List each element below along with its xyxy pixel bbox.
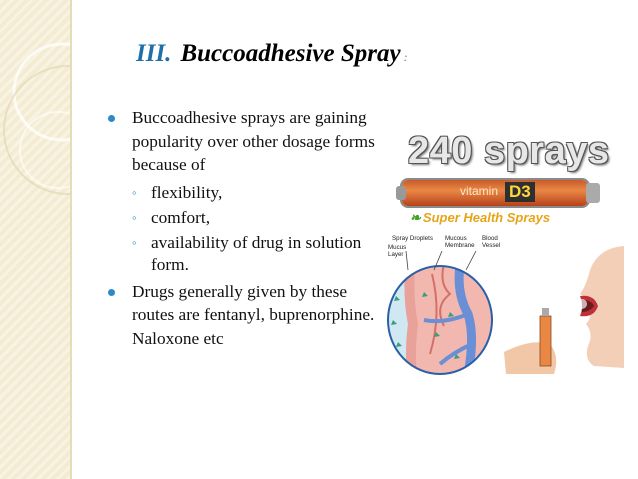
sub-bullet-text: comfort,	[151, 207, 211, 227]
title-number: III.	[136, 40, 172, 67]
circle-ornament-icon	[0, 0, 70, 479]
sub-bullet-circle-icon: ◦	[132, 209, 137, 225]
sub-bullet-list	[132, 182, 378, 276]
spray-illustration	[384, 130, 624, 380]
title-colon: :	[403, 50, 408, 64]
product-word: vitamin	[460, 184, 499, 198]
decorative-side-strip	[0, 0, 72, 479]
label-mucus-layer: Mucus Layer	[388, 244, 407, 258]
label-blood-vessel: Blood Vessel	[482, 235, 501, 249]
sub-bullet-item	[132, 232, 378, 276]
bullet-text: Drugs generally given by these routes are fentanyl, buprenorphine. Naloxone etc	[132, 281, 375, 348]
label-spray-droplets: Spray Droplets	[392, 235, 433, 242]
sub-bullet-circle-icon: ◦	[132, 234, 137, 250]
slide-title	[136, 40, 408, 68]
sub-bullet-text: flexibility,	[151, 182, 223, 202]
sub-bullet-item	[132, 182, 378, 204]
bullet-text: Buccoadhesive sprays are gaining popularity over other dosage forms because of	[132, 108, 375, 174]
mucosa-diagram	[384, 234, 624, 380]
sub-bullet-text: availability of drug in solution form.	[151, 232, 362, 274]
sprays-headline: 240 sprays	[408, 130, 610, 172]
title-text: Buccoadhesive Spray	[180, 40, 401, 67]
bullet-list	[108, 106, 378, 350]
sub-bullet-item	[132, 207, 378, 229]
brand-logo	[410, 210, 550, 226]
sub-bullet-circle-icon: ◦	[132, 184, 137, 200]
bullet-item	[108, 280, 378, 351]
vitamin-spray-bottle	[402, 180, 588, 206]
bullet-dot-icon	[108, 115, 115, 122]
label-mucous-membrane: Mucous Membrane	[445, 235, 475, 249]
bullet-item	[108, 106, 378, 177]
bullet-dot-icon	[108, 289, 115, 296]
product-code: D3	[505, 182, 535, 202]
brand-name: Super Health Sprays	[422, 210, 551, 225]
leaf-icon: ❧	[410, 210, 421, 225]
